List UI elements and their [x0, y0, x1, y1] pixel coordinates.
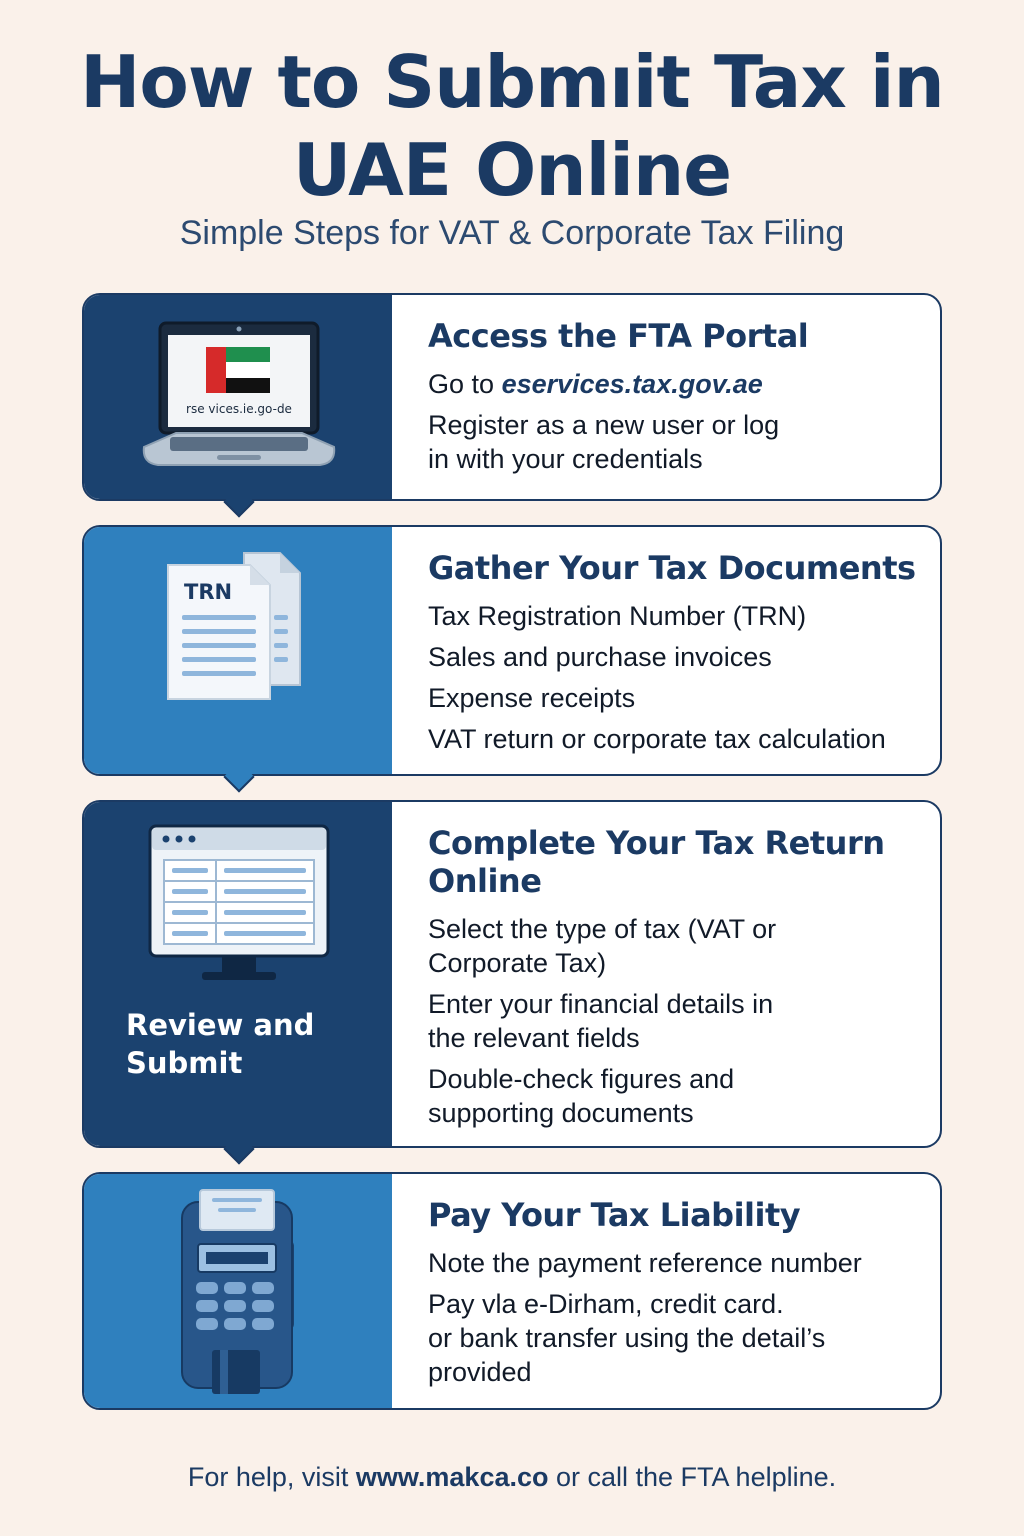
- page-title-line2: UAE Online: [292, 128, 732, 212]
- step-card-gather-documents: [82, 525, 942, 776]
- step-3-item-2: [428, 987, 920, 1055]
- step-1-line-1: [428, 367, 920, 401]
- step-4-icon-panel: [84, 1174, 392, 1408]
- step-4-line-2b: or bank transfer using the detail’s: [428, 1323, 826, 1353]
- step-3-item-3a: Double-check figures and: [428, 1064, 735, 1094]
- step-1-goto-text: Go to: [428, 369, 495, 399]
- step-4-heading: Pay Your Tax Liability: [428, 1196, 801, 1234]
- review-submit-caption-line2: Submit: [126, 1046, 243, 1080]
- step-1-heading: Access the FTA Portal: [428, 317, 809, 355]
- step-4-line-1: Note the payment reference number: [428, 1248, 862, 1278]
- step-3-item-2b: the relevant fields: [428, 1023, 640, 1053]
- step-3-heading: [428, 824, 920, 900]
- step-3-item-1: [428, 912, 920, 980]
- page-title: [0, 38, 1024, 214]
- step-4-line-2c: provided: [428, 1357, 532, 1387]
- step-4-content: [428, 1196, 920, 1389]
- step-3-item-1a: Select the type of tax (VAT or: [428, 914, 777, 944]
- step-2-line-3: Expense receipts: [428, 683, 636, 713]
- step-card-pay-liability: [82, 1172, 942, 1410]
- documents-icon: [84, 527, 392, 776]
- laptop-screen-url: rse vices.ie.go-de: [186, 402, 292, 416]
- step-3-icon-panel: [84, 802, 392, 1146]
- step-3-content: [428, 824, 920, 1137]
- footer-prefix: For help, visit: [187, 1462, 356, 1492]
- portal-url-link[interactable]: eservices.tax.gov.ae: [501, 369, 763, 399]
- footer-site-link[interactable]: www.makca.co: [355, 1462, 549, 1492]
- trn-label: TRN: [184, 580, 233, 604]
- step-3-heading-line1: Complete Your Tax Return: [428, 824, 885, 862]
- step-1-line-2a: Register as a new user or log: [428, 410, 780, 440]
- footer-suffix: or call the FTA helpline.: [548, 1462, 837, 1492]
- monitor-form-icon: [84, 802, 392, 1002]
- review-submit-caption-line1: Review and: [126, 1008, 315, 1042]
- step-1-content: [428, 317, 920, 476]
- step-4-line-2: [428, 1287, 920, 1389]
- step-1-line-2: [428, 408, 920, 476]
- step-1-line-2b: in with your credentials: [428, 444, 703, 474]
- step-3-heading-line2: Online: [428, 862, 542, 900]
- step-2-heading: Gather Your Tax Documents: [428, 549, 916, 587]
- laptop-icon: [84, 295, 392, 501]
- step-card-access-portal: [82, 293, 942, 501]
- uae-flag-icon: [206, 347, 270, 393]
- footer-help-text: [0, 1462, 1024, 1493]
- step-2-content: [428, 549, 920, 763]
- step-3-item-2a: Enter your financial details in: [428, 989, 774, 1019]
- page-title-line1: How to Submıit Tax in: [80, 40, 944, 124]
- step-1-icon-panel: [84, 295, 392, 499]
- step-4-line-2a: Pay vla e-Dirham, credit card.: [428, 1289, 784, 1319]
- page-subtitle: Simple Steps for VAT & Corporate Tax Filing: [179, 214, 845, 252]
- review-submit-caption: [126, 1006, 314, 1082]
- step-2-icon-panel: [84, 527, 392, 774]
- step-card-complete-return: [82, 800, 942, 1148]
- step-3-item-1b: Corporate Tax): [428, 948, 607, 978]
- step-2-line-2: Sales and purchase invoices: [428, 642, 772, 672]
- step-3-item-3b: supporting documents: [428, 1098, 694, 1128]
- step-2-line-1: Tax Registration Number (TRN): [428, 601, 807, 631]
- step-3-item-3: [428, 1062, 920, 1130]
- payment-terminal-icon: [84, 1174, 392, 1410]
- step-2-line-4: VAT return or corporate tax calculation: [428, 724, 886, 754]
